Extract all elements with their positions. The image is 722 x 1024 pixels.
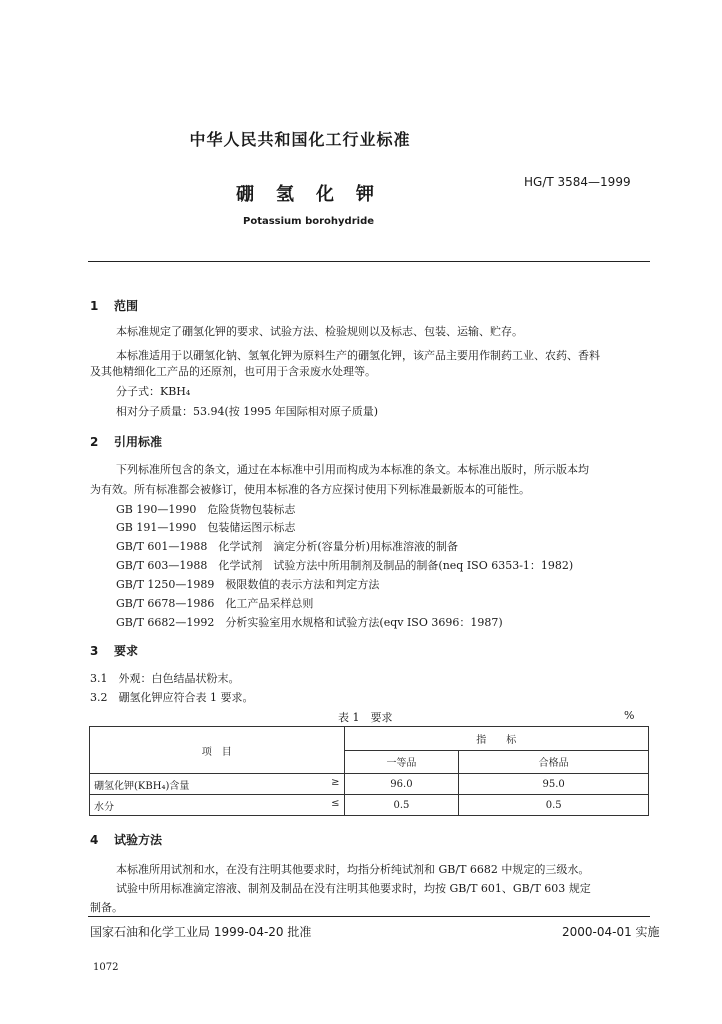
section-title: 引用标准 (114, 435, 163, 449)
page-number: 1072 (93, 962, 119, 973)
molecular-formula: 分子式：KBH₄ (116, 385, 191, 398)
section-1-heading (90, 297, 138, 314)
paragraph: 下列标准所包含的条文，通过在本标准中引用而构成为本标准的条文。本标准出版时，所示版本均 (116, 463, 589, 476)
paragraph: 制备。 (90, 901, 123, 914)
header-rule (88, 261, 650, 262)
clause-3-1: 3.1 外观：白色结晶状粉末。 (90, 672, 240, 685)
reference-item: GB/T 1250—1989 极限数值的表示方法和判定方法 (116, 578, 380, 591)
table-row (90, 774, 649, 795)
implementation-line: 2000-04-01 实施 (562, 925, 660, 939)
row-condition: ≥ (331, 776, 340, 788)
section-title: 要求 (114, 644, 139, 658)
document-title-en: Potassium borohydride (243, 216, 375, 227)
table-caption: 表 1 要求 (338, 711, 393, 724)
table-row (90, 795, 649, 816)
row-item (90, 795, 345, 816)
footer-rule (88, 916, 650, 917)
reference-item: GB/T 601—1988 化学试剂 滴定分析(容量分析)用标准溶液的制备 (116, 540, 458, 553)
table-unit: % (624, 709, 635, 722)
row-condition: ≤ (331, 797, 340, 809)
section-number: 4 (90, 833, 99, 847)
section-number: 1 (90, 299, 99, 313)
table-header-row (90, 727, 649, 751)
row-qualified: 95.0 (459, 774, 649, 795)
approval-line: 国家石油和化学工业局 1999-04-20 批准 (90, 925, 312, 939)
molecular-mass: 相对分子质量：53.94(按 1995 年国际相对原子质量) (116, 405, 379, 418)
header-first-grade: 一等品 (344, 750, 459, 774)
section-title: 试验方法 (114, 833, 163, 847)
row-first-grade: 0.5 (344, 795, 459, 816)
header-indicator: 指 标 (344, 727, 648, 751)
header-item: 项 目 (90, 727, 345, 774)
paragraph: 为有效。所有标准都会被修订，使用本标准的各方应探讨使用下列标准最新版本的可能性。 (90, 483, 530, 496)
section-title: 范围 (114, 299, 139, 313)
row-item-label: 硼氢化钾(KBH₄)含量 (94, 780, 190, 792)
reference-item: GB/T 6678—1986 化工产品采样总则 (116, 597, 314, 610)
requirements-table (89, 726, 649, 816)
paragraph: 本标准适用于以硼氢化钠、氢氧化钾为原料生产的硼氢化钾，该产品主要用作制药工业、农药、香料 (116, 349, 600, 362)
section-number: 2 (90, 435, 99, 449)
standard-code: HG/T 3584—1999 (524, 175, 631, 189)
reference-item: GB 191—1990 包装储运图示标志 (116, 521, 296, 534)
paragraph: 本标准所用试剂和水，在没有注明其他要求时，均指分析纯试剂和 GB/T 6682 中规定的三级水。 (116, 863, 590, 876)
header-qualified: 合格品 (459, 750, 649, 774)
reference-item: GB/T 603—1988 化学试剂 试验方法中所用制剂及制品的制备(neq ISO 6353-1：1982) (116, 559, 574, 572)
clause-3-2: 3.2 硼氢化钾应符合表 1 要求。 (90, 691, 254, 704)
paragraph: 本标准规定了硼氢化钾的要求、试验方法、检验规则以及标志、包装、运输、贮存。 (116, 325, 523, 338)
standard-title: 中华人民共和国化工行业标准 (189, 130, 411, 149)
section-2-heading (90, 433, 162, 450)
paragraph: 试验中所用标准滴定溶液、制剂及制品在没有注明其他要求时，均按 GB/T 601、GB/T 603 规定 (116, 882, 591, 895)
row-item-label: 水分 (94, 801, 114, 813)
section-3-heading (90, 642, 138, 659)
section-4-heading (90, 831, 162, 848)
row-item (90, 774, 345, 795)
paragraph: 及其他精细化工产品的还原剂，也可用于含汞废水处理等。 (90, 365, 376, 378)
row-qualified: 0.5 (459, 795, 649, 816)
section-number: 3 (90, 644, 99, 658)
row-first-grade: 96.0 (344, 774, 459, 795)
reference-item: GB/T 6682—1992 分析实验室用水规格和试验方法(eqv ISO 3696：1987) (116, 616, 503, 629)
document-title-cn: 硼氢化钾 (236, 184, 396, 205)
reference-item: GB 190—1990 危险货物包装标志 (116, 503, 296, 516)
